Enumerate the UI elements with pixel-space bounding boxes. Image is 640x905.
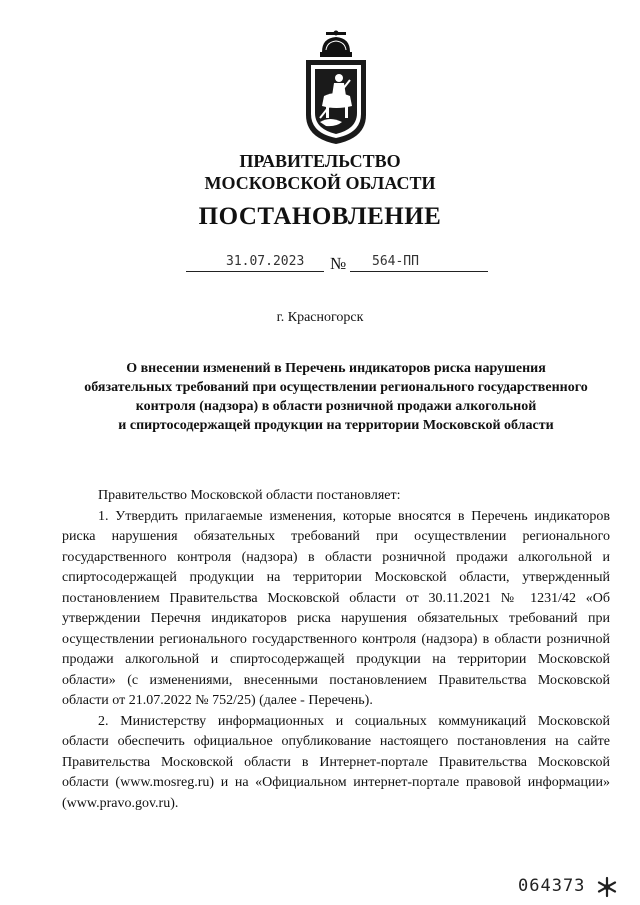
date-number-line: [0, 254, 640, 276]
title-line: О внесении изменений в Перечень индикаторов риска нарушения: [126, 361, 546, 376]
number-underline: [350, 271, 488, 272]
title-line: контроля (надзора) в области розничной продажи алкогольной: [135, 399, 537, 414]
org-line-2: МОСКОВСКОЙ ОБЛАСТИ: [204, 173, 436, 193]
city: г. Красногорск: [276, 310, 364, 325]
document-body: [62, 486, 610, 814]
document-number: 564-ПП: [372, 254, 419, 269]
document-title: [50, 359, 622, 435]
document-type: ПОСТАНОВЛЕНИЕ: [198, 203, 442, 230]
number-sign: №: [330, 254, 347, 273]
coat-of-arms-icon: [296, 30, 376, 148]
title-line: и спиртосодержащей продукции на территории Московской области: [118, 418, 554, 433]
body-paragraph-2: 2. Министерству информационных и социальных коммуникаций Московской области обеспечить официальное опубликование настоящего постановления на сайте Правительства Московской области в Интернет-портале Правительства Московской области (www.mosreg.ru) и на «Официальном интернет-портале правовой информации» (www.pravo.gov.ru).: [62, 713, 610, 811]
title-line: обязательных требований при осуществлении регионального государственного: [84, 380, 588, 395]
body-paragraph-1: 1. Утвердить прилагаемые изменения, которые вносятся в Перечень индикаторов риска нарушения обязательных требований при осуществлении регионального государственного контроля (надзора) в области розничной продажи алкогольной и спиртосодержащей продукции на территории Московской области, утвержденный постановлением Правительства Московской области от 30.11.2021 № 1231/42 «Об утверждении Перечня индикаторов риска нарушения обязательных требований при осуществлении регионального государственного контроля (надзора) в области розничной продажи алкогольной и спиртосодержащей продукции на территории Московской области» (с изменениями, внесенными постановлением Правительства Московской области от 21.07.2022 № 752/25) (далее - Перечень).: [62, 508, 610, 708]
body-intro: Правительство Московской области постановляет:: [98, 488, 401, 503]
date-underline: [186, 271, 324, 272]
serial-number: 064373: [518, 876, 586, 896]
issuing-authority: [0, 150, 640, 194]
document-date: 31.07.2023: [226, 254, 305, 269]
org-line-1: ПРАВИТЕЛЬСТВО: [239, 151, 401, 171]
star-mark-icon: [596, 876, 618, 898]
